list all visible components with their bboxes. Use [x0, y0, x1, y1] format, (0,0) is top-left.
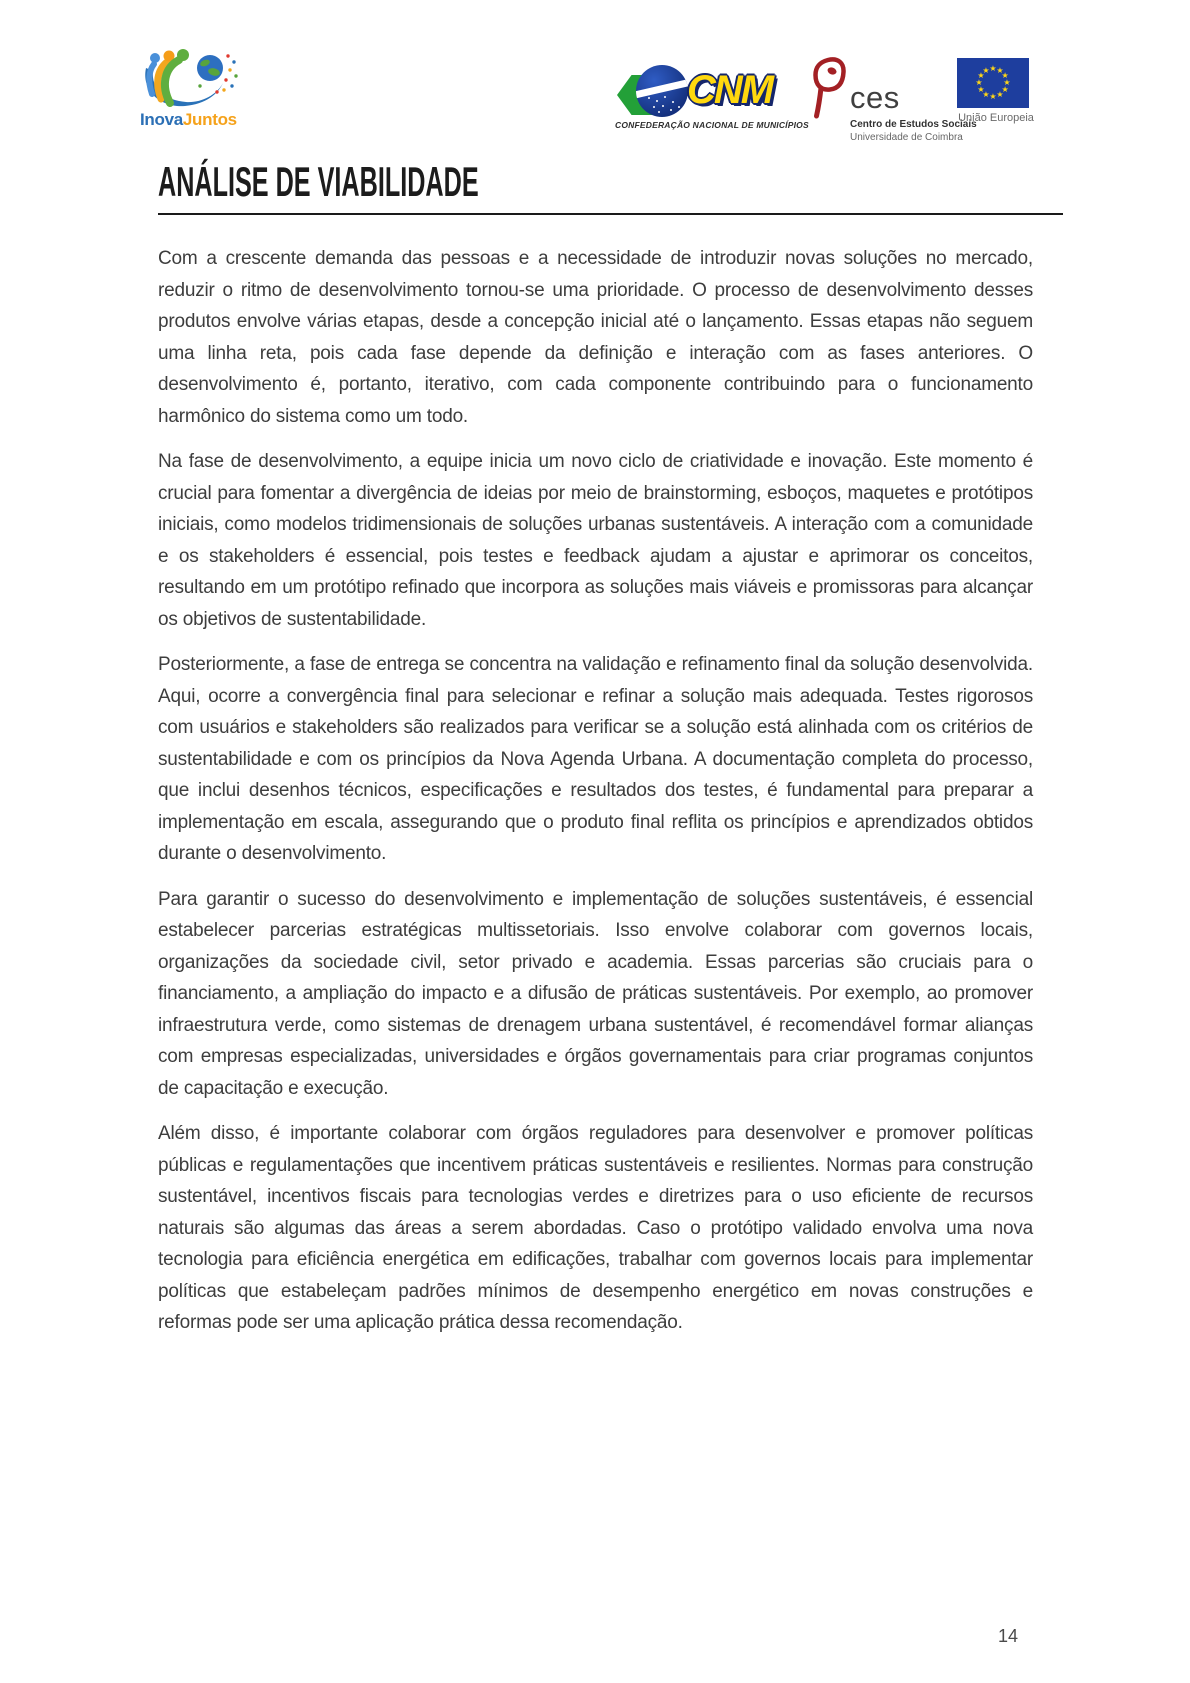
svg-text:★: ★: [996, 90, 1004, 99]
page-title: ANÁLISE DE VIABILIDADE: [158, 158, 479, 205]
svg-text:★: ★: [1001, 71, 1009, 80]
svg-text:★: ★: [989, 64, 997, 73]
svg-text:★: ★: [977, 85, 985, 94]
paragraph: Posteriormente, a fase de entrega se concentra na validação e refinamento final da solução desenvolvida. Aqui, ocorre a convergência final para selecionar e refinar a solução mais adequada. Testes rigorosos com usuários e stakeholders são realizados para verificar se a solução está alinhada com os critérios de sustentabilidade e com os princípios da Nova Agenda Urbana. A documentação completa do processo, que inclui desenhos técnicos, especificações e resultados dos testes, é fundamental para preparar a implementação em escala, assegurando que o produto final reflita os princípios e aprendizados obtidos durante o desenvolvimento.: [158, 654, 1033, 864]
ces-wordmark: ces: [850, 80, 900, 115]
paragraph: Na fase de desenvolvimento, a equipe inicia um novo ciclo de criatividade e inovação. Este momento é crucial para fomentar a divergência de ideias por meio de brainstorming, esboços, maquetes e protótipos iniciais, como modelos tridimensionais de soluções urbanas sustentáveis. A interação com a comunidade e os stakeholders é essencial, pois testes e feedback ajudam a ajustar e aprimorar os conceitos, resultando em um protótipo refinado que incorpora as soluções mais viáveis e promissoras para alcançar os objetivos de sustentabilidade.: [158, 451, 1033, 630]
svg-text:★: ★: [982, 66, 990, 75]
svg-text:★: ★: [989, 92, 997, 101]
ces-caption-line2: Universidade de Coimbra: [850, 132, 963, 143]
svg-text:★: ★: [977, 71, 985, 80]
svg-text:★: ★: [982, 90, 990, 99]
svg-text:★: ★: [975, 78, 983, 87]
document-body: [158, 243, 1033, 1353]
svg-text:★: ★: [996, 66, 1004, 75]
cnm-caption: CONFEDERAÇÃO NACIONAL DE MUNICÍPIOS: [615, 120, 809, 130]
eu-logo: [953, 58, 1039, 136]
ces-caption-line1: Centro de Estudos Sociais: [850, 119, 977, 130]
inovajuntos-logo: [138, 46, 248, 136]
cnm-globe-stars: [648, 97, 650, 99]
eu-caption: União Europeia: [958, 112, 1034, 124]
inovajuntos-wordmark-inova: Inova: [140, 110, 183, 129]
cnm-acronym: CNM: [687, 68, 773, 112]
paragraph: Além disso, é importante colaborar com órgãos reguladores para desenvolver e promover políticas públicas e regulamentações que incentivem práticas sustentáveis e resilientes. Normas para construção sustentável, incentivos fiscais para tecnologias verdes e diretrizes para o uso eficiente de recursos naturais são algumas das áreas a serem abordadas. Caso o protótipo validado envolva uma nova tecnologia para eficiência energética em edificações, trabalhar com governos locais para implementar políticas que estabeleçam padrões mínimos de desempenho energético em novas construções e reformas pode ser uma aplicação prática dessa recomendação.: [158, 1123, 1033, 1333]
eu-flag-icon: [957, 58, 1029, 113]
ces-icon: [812, 56, 848, 125]
cnm-logo: [615, 62, 809, 140]
page-number: 14: [998, 1626, 1019, 1646]
svg-text:★: ★: [1003, 78, 1011, 87]
cnm-globe-band: [636, 78, 688, 98]
ces-logo: [812, 56, 977, 143]
paragraph: Com a crescente demanda das pessoas e a necessidade de introduzir novas soluções no mercado, reduzir o ritmo de desenvolvimento tornou-se uma prioridade. O processo de desenvolvimento desses produtos envolve várias etapas, desde a concepção inicial até o lançamento. Essas etapas não seguem uma linha reta, pois cada fase depende da definição e interação com as fases anteriores. O desenvolvimento é, portanto, iterativo, com cada componente contribuindo para o funcionamento harmônico do sistema como um todo.: [158, 248, 1033, 427]
cnm-globe-icon: [636, 65, 688, 117]
paragraph: Para garantir o sucesso do desenvolvimento e implementação de soluções sustentáveis, é essencial estabelecer parcerias estratégicas multissetoriais. Isso envolve colaborar com governos locais, organizações da sociedade civil, setor privado e academia. Essas parcerias são cruciais para o financiamento, a ampliação do impacto e a difusão de práticas sustentáveis. Por exemplo, ao promover infraestrutura verde, como sistemas de drenagem urbana sustentável, é recomendável formar alianças com empresas especializadas, universidades e órgãos governamentais para criar programas conjuntos de capacitação e execução.: [158, 888, 1033, 1099]
title-block: [158, 158, 1063, 215]
inovajuntos-wordmark: [140, 110, 237, 130]
inovajuntos-wordmark-juntos: Juntos: [182, 110, 237, 129]
svg-text:★: ★: [1001, 85, 1009, 94]
